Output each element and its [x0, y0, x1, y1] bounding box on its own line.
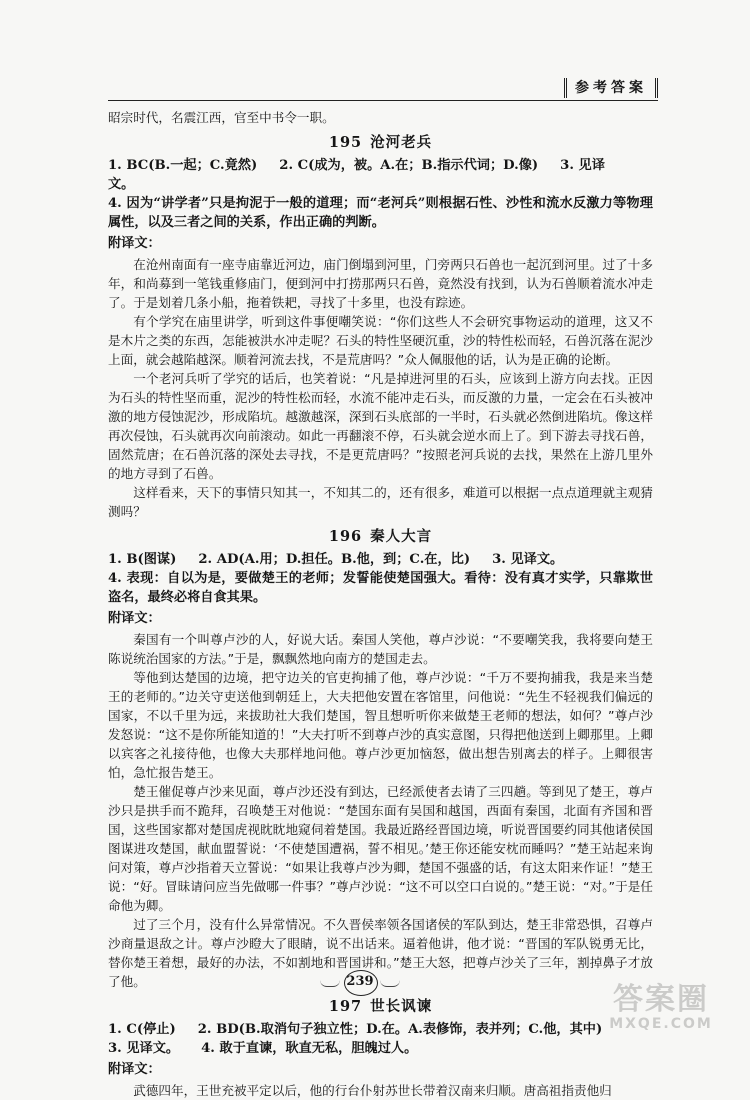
- answer-item: 1. C(停止): [108, 1022, 176, 1037]
- translation-paragraph: 有个学究在庙里讲学，听到这件事便嘲笑说：“你们这些人不会研究事物运动的道理，这又不是木片之类的东西，怎能被洪水冲走呢？石头的特性坚硬沉重，沙的特性松而轻，石兽沉落在泥沙上面，就会越陷越深。顺着河流去找，不是荒唐吗？”众人佩服他的话，认为是正确的论断。: [108, 314, 653, 367]
- translation-paragraph: 楚王催促尊卢沙来见面，尊卢沙还没有到达，已经派使者去请了三四趟。等到见了楚王，尊卢沙只是拱手而不跪拜，召唤楚王对他说：“楚国东面有吴国和越国，西面有秦国，北面有齐国和晋国，这些国家都对楚国虎视眈眈地窥伺着楚国。我最近路经晋国边境，听说晋国要约同其他诸侯国图谋进攻楚国，献血盟誓说：‘不使楚国遭祸，誓不相见。’楚王你还能安枕而睡吗？”楚王站起来询问对策，尊卢沙指着天立誓说：“如果让我尊卢沙为卿，楚国不强盛的话，有这太阳来作证！”楚王说：“好。冒昧请问应当先做哪一件事？”尊卢沙说：“这不可以空口白说的。”楚王说：“对。”于是任命他为卿。: [108, 784, 653, 913]
- watermark-text: 答案圈: [613, 982, 709, 1017]
- section-number: 197: [328, 998, 363, 1015]
- answer-item: 1. B(图谋): [108, 552, 177, 567]
- header-tab: 参考答案: [564, 78, 658, 98]
- section-name: 沧河老兵: [370, 134, 433, 151]
- section-name: 秦人大言: [370, 528, 433, 545]
- translation-paragraph: 一个老河兵听了学究的话后，也笑着说：“凡是掉进河里的石头，应该到上游方向去找。正因为石头的特性坚而重，泥沙的特性松而轻，水流不能冲走石头，而反激的力量，一定会在石头被冲激的地方侵蚀泥沙，形成陷坑。越激越深，深到石头底部的一半时，石头就必然倒进陷坑。像这样再次侵蚀，石头就再次向前滚动。如此一再翻滚不停，石头就会逆水而上了。到下游去寻找石兽，固然荒唐；在石兽沉落的深处去寻找，不是更荒唐吗？”按照老河兵说的去找，果然在上游几里外的地方寻到了石兽。: [108, 371, 653, 481]
- answer-line: [108, 156, 653, 194]
- section-title: [108, 997, 653, 1016]
- answer-item: 4. 表现：自以为是，要做楚王的老师；发誓能使楚国强大。看待：没有真才实学，只靠欺世盗名，最终必将自食其果。: [108, 571, 653, 605]
- section-number: 196: [328, 528, 363, 545]
- answer-item: 2. BD(B.取消句子独立性；D.在。A.表修饰，表并列；C.他，其中): [197, 1022, 603, 1037]
- translation-paragraph: 武德四年，王世充被平定以后，他的行台仆射苏世长带着汉南来归顺。唐高祖指责他归: [133, 1083, 612, 1098]
- translation-paragraph: 过了三个月，没有什么异常情况。不久晋侯率领各国诸侯的军队到达，楚王非常恐惧，召尊卢沙商量退敌之计。尊卢沙瞪大了眼睛，说不出话来。逼着他讲，他才说：“晋国的军队锐勇无比，替你楚王着想，最好的办法，不如割地和晋国讲和。”楚王大怒，把尊卢沙关了三年，割掉鼻子才放了他。: [108, 917, 653, 989]
- answer-line: [108, 1020, 653, 1039]
- watermark-url: MXQE.COM: [609, 1016, 713, 1032]
- answer-item: 3. 见译文。: [108, 158, 605, 192]
- translation-paragraph: 在沧州南面有一座寺庙靠近河边，庙门倒塌到河里，门旁两只石兽也一起沉到河里。过了十多年，和尚募到一笔钱重修庙门，便到河中打捞那两只石兽，竟然没有找到，认为石兽顺着流水冲走了。于是划着几条小船，拖着铁耙，寻找了十多里，也没有踪迹。: [108, 257, 653, 310]
- translation-paragraph: 等他到达楚国的边境，把守边关的官吏拘捕了他，尊卢沙说：“千万不要拘捕我，我是来当楚王的老师的。”边关守吏送他到朝廷上，大夫把他安置在客馆里，问他说：“先生不轻视我们偏远的国家，不以千里为远，来拔助社大我们楚国，智且想听听你来做楚王老师的想法，如何？”尊卢沙发怒说：“这不是你所能知道的！”大夫打听不到尊卢沙的真实意图，只得把他送到上卿那里。上卿以宾客之礼接待他，也像大夫那样地问他。尊卢沙更加恼怒，做出想告别离去的样子。上卿很害怕，急忙报告楚王。: [108, 670, 653, 780]
- watermark: [586, 984, 736, 1036]
- section-197: [108, 997, 653, 1100]
- answer-item: 2. AD(A.用；D.担任。B.他，到；C.在，比): [198, 552, 471, 567]
- intro-line: 昭宗时代，名震江西，官至中书令一职。: [108, 110, 335, 125]
- answer-item: 3. 见译文。: [492, 552, 564, 567]
- translation-paragraph: 秦国有一个叫尊卢沙的人，好说大话。秦国人笑他，尊卢沙说：“不要嘲笑我，我将要向楚王陈说统治国家的方法。”于是，飘飘然地向南方的楚国走去。: [108, 632, 653, 666]
- answer-item: 4. 因为“讲学者”只是拘泥于一般的道理；而“老河兵”则根据石性、沙性和流水反激力等物理属性，以及三者之间的关系，作出正确的判断。: [108, 196, 653, 230]
- translation-paragraph: 这样看来，天下的事情只知其一，不知其二的，还有很多，难道可以根据一点点道理就主观猜测吗？: [108, 485, 653, 519]
- answer-item: 2. C(成为，被。A.在；B.指示代词；D.像): [279, 158, 539, 173]
- page-number: [330, 966, 390, 998]
- section-196: [108, 527, 653, 991]
- section-title: [108, 133, 653, 152]
- page-number-text: 239: [346, 974, 374, 989]
- section-title: [108, 527, 653, 546]
- answer-item: 3. 见译文。: [108, 1041, 180, 1056]
- section-195: [108, 133, 653, 521]
- section-number: 195: [328, 134, 363, 151]
- answer-line: [108, 550, 653, 569]
- translation-label: 附译文：: [108, 236, 161, 251]
- page-number-ornament: [320, 980, 340, 987]
- answer-item: 1. BC(B.一起；C.竟然): [108, 158, 258, 173]
- section-name: 世长讽谏: [370, 998, 433, 1015]
- translation-label: 附译文：: [108, 1062, 161, 1077]
- answer-item: 4. 敢于直谏，耿直无私，胆魄过人。: [201, 1041, 418, 1056]
- translation-label: 附译文：: [108, 611, 161, 626]
- page-content: [108, 108, 653, 1100]
- header-rule: [108, 100, 658, 101]
